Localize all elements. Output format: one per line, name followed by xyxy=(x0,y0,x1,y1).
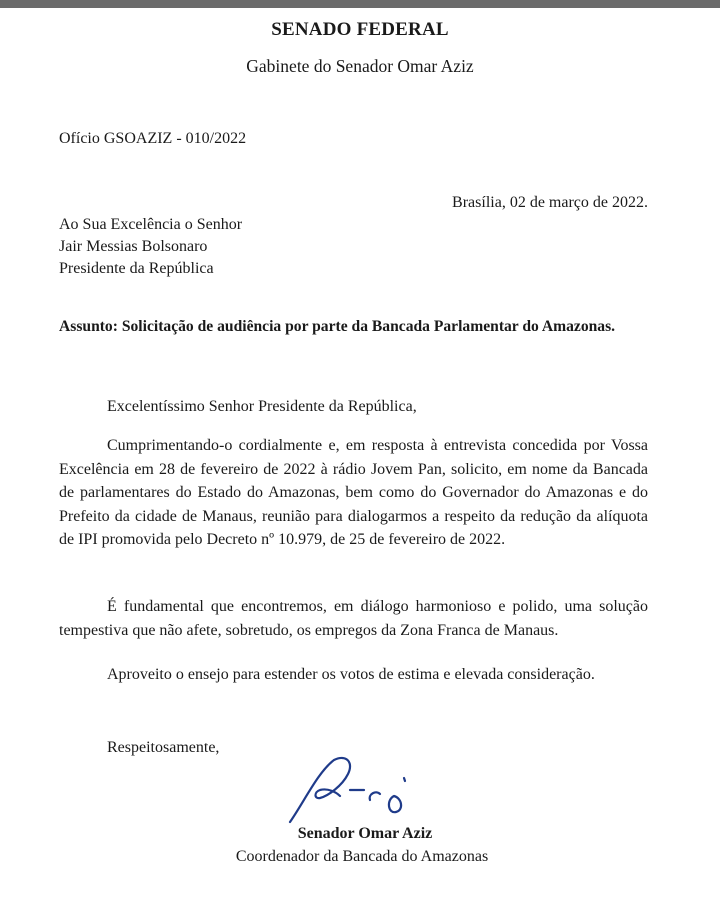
letter-reference: Ofício GSOAZIZ - 010/2022 xyxy=(59,130,247,147)
signatory-role: Coordenador da Bancada do Amazonas xyxy=(235,848,489,865)
body-paragraph: É fundamental que encontremos, em diálogo harmonioso e polido, uma solução tempestiva que não afete, sobretudo, os empregos da Zona Franca de Manaus. xyxy=(59,598,648,639)
institution-title: SENADO FEDERAL xyxy=(271,19,449,40)
closing: Respeitosamente, xyxy=(107,739,220,756)
salutation: Excelentíssimo Senhor Presidente da República, xyxy=(107,398,417,415)
signatory-name: Senador Omar Aziz xyxy=(297,825,433,842)
place-date: Brasília, 02 de março de 2022. xyxy=(452,194,648,211)
recipient-title: Presidente da República xyxy=(59,260,214,277)
body-paragraph: Cumprimentando-o cordialmente e, em resposta à entrevista concedida por Vossa Excelência em 28 de fevereiro de 2022 à rádio Jovem Pan, solicito, em nome da Bancada de parlamentares do Estado do Amazonas, bem como do Governador do Amazonas e do Prefeito da cidade de Manaus, reunião para dialogarmos a respeito da redução da alíquota de IPI promovida pelo Decreto nº 10.979, de 25 de fevereiro de 2022. xyxy=(59,437,648,548)
top-border xyxy=(0,0,720,8)
body-paragraph: Aproveito o ensejo para estender os votos de estima e elevada consideração. xyxy=(107,666,595,683)
recipient-name: Jair Messias Bolsonaro xyxy=(59,238,208,255)
office-subtitle: Gabinete do Senador Omar Aziz xyxy=(246,56,474,76)
recipient-line: Ao Sua Excelência o Senhor xyxy=(59,216,243,233)
subject-line: Assunto: Solicitação de audiência por parte da Bancada Parlamentar do Amazonas. xyxy=(59,318,616,335)
handwritten-signature xyxy=(284,752,424,824)
